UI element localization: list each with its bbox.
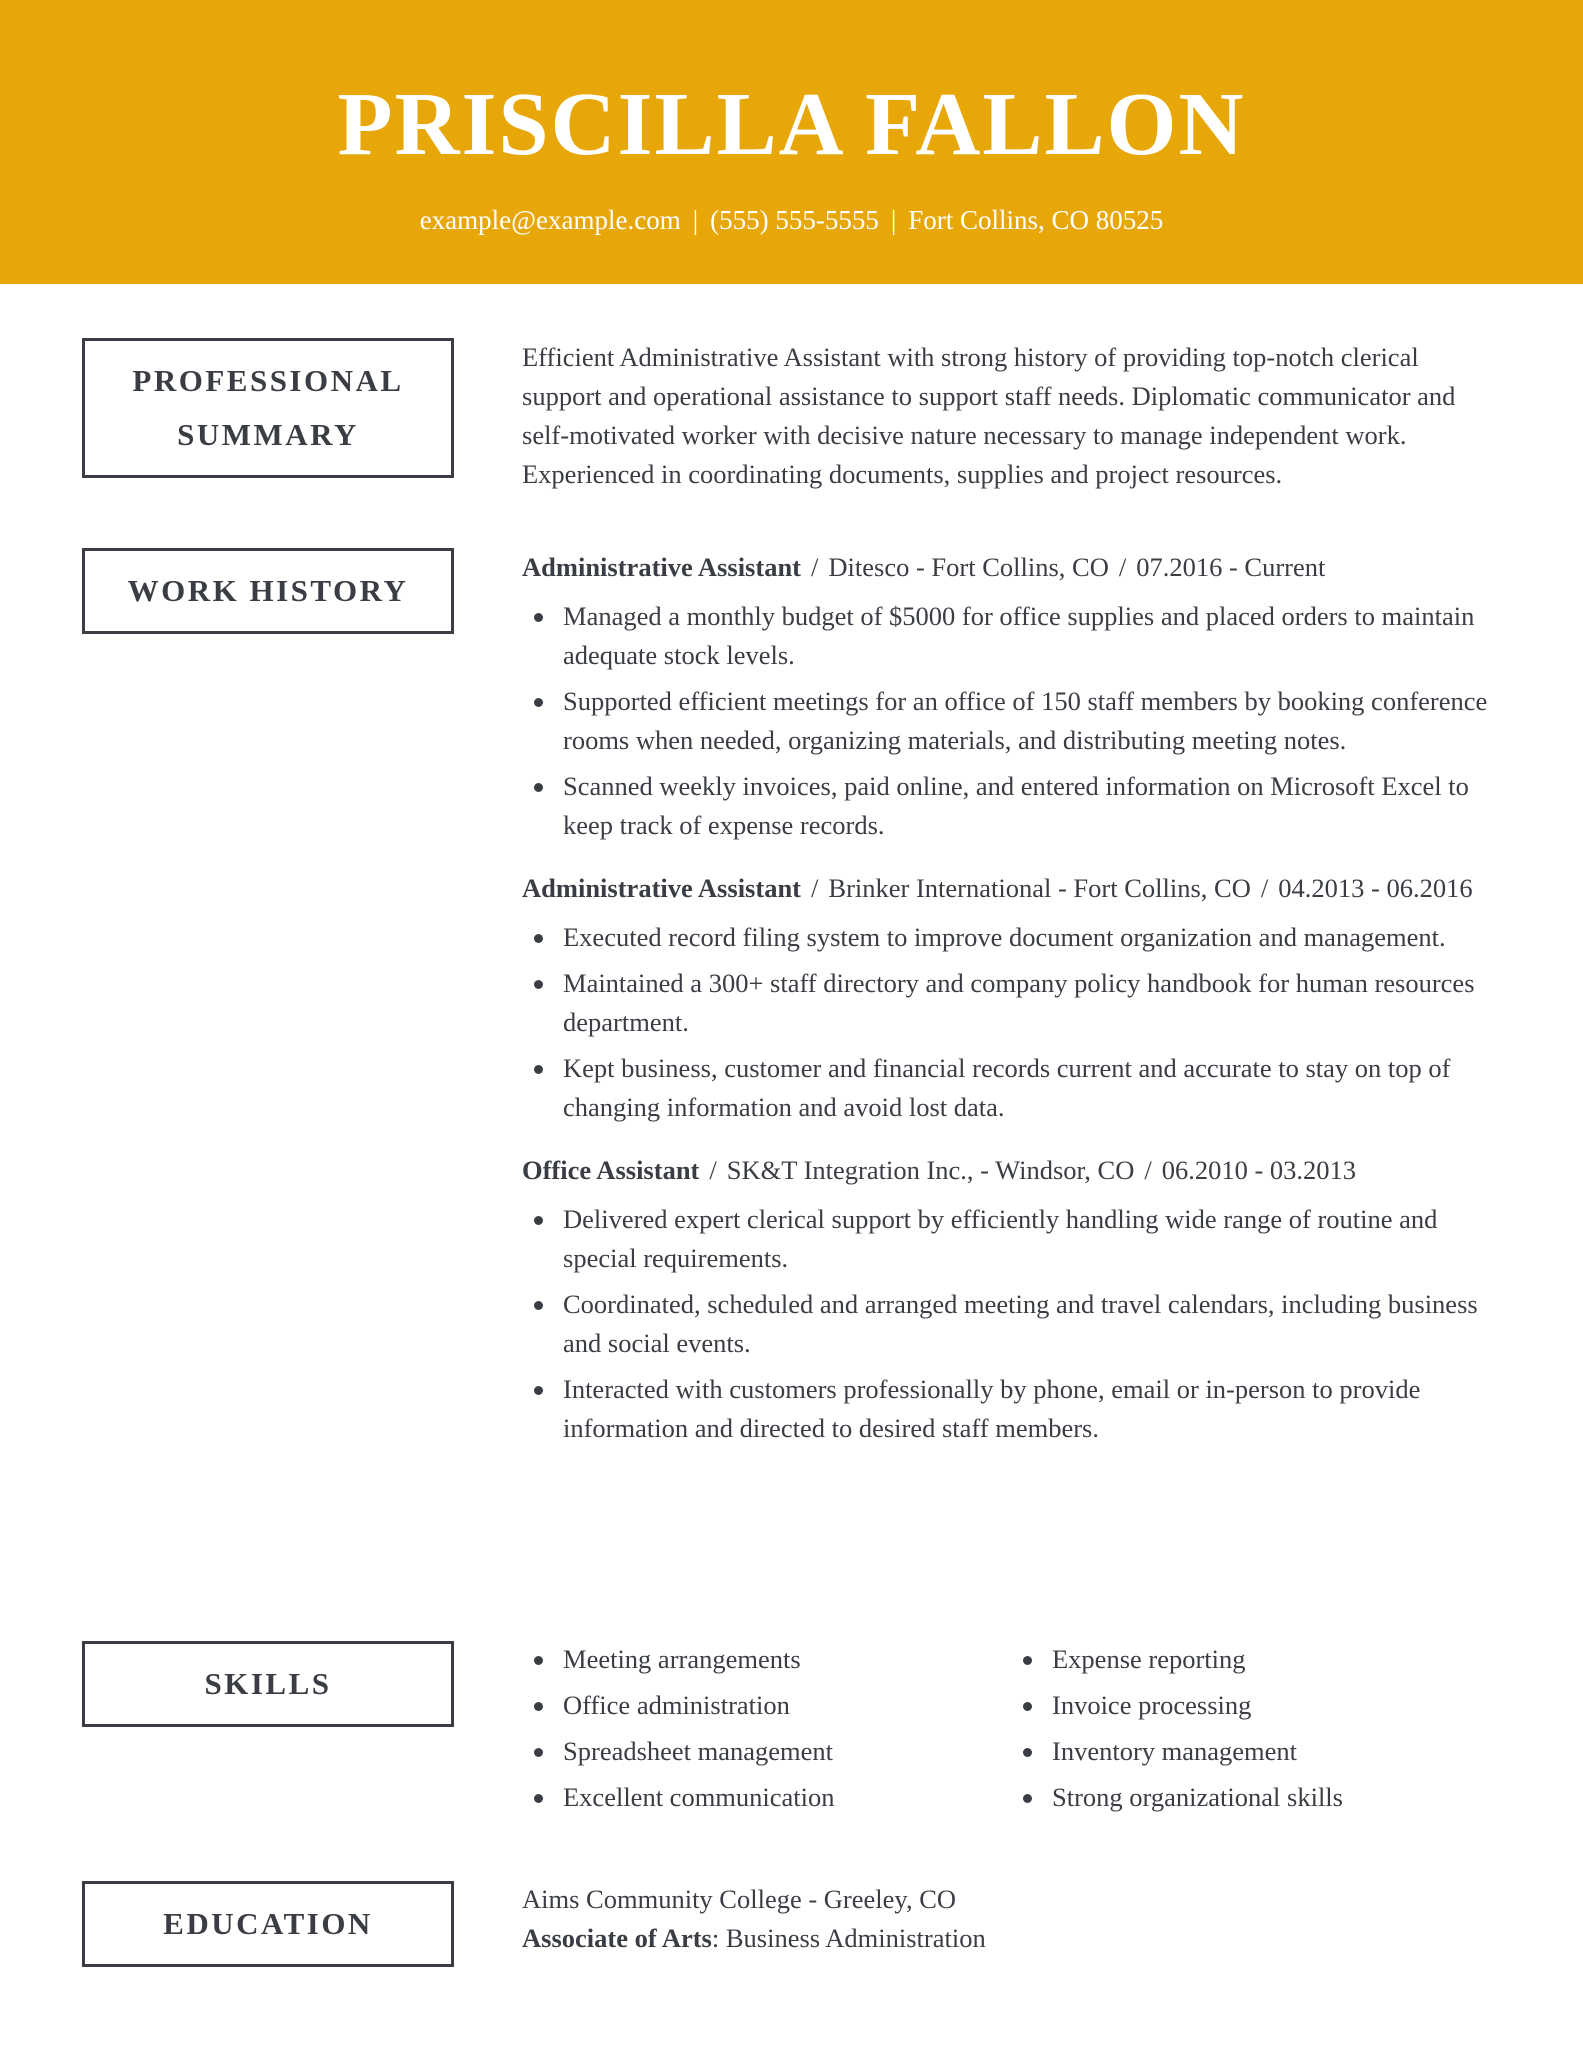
job-bullet: Delivered expert clerical support by efficiently handling wide range of routine and special requirements.: [522, 1200, 1502, 1278]
job-separator: /: [709, 1155, 717, 1185]
education-degree: Associate of Arts: [522, 1923, 712, 1953]
skills-list: [522, 1640, 1502, 1817]
education-school: Aims Community College - Greeley, CO: [522, 1884, 957, 1914]
education-degree-line: [522, 1919, 1502, 1958]
email: example@example.com: [419, 205, 681, 235]
job-dates: 04.2013 - 06.2016: [1278, 873, 1473, 903]
section-heading-summary-line2: SUMMARY: [177, 417, 359, 452]
skill-item: Expense reporting: [1011, 1640, 1500, 1679]
skill-item: Strong organizational skills: [1011, 1778, 1500, 1817]
job-bullets: [522, 1200, 1502, 1448]
job-company: SK&T Integration Inc., - Windsor, CO: [726, 1155, 1135, 1185]
job-bullet: Managed a monthly budget of $5000 for office supplies and placed orders to maintain adequate stock levels.: [522, 597, 1502, 675]
job-heading: [522, 869, 1502, 908]
phone: (555) 555-5555: [710, 205, 879, 235]
skill-item: Spreadsheet management: [522, 1732, 1011, 1771]
section-heading-education: EDUCATION: [82, 1881, 454, 1967]
job-bullets: [522, 597, 1502, 845]
job-bullet: Maintained a 300+ staff directory and company policy handbook for human resources department.: [522, 964, 1502, 1042]
job-entry: [522, 548, 1502, 845]
summary-text: Efficient Administrative Assistant with strong history of providing top-notch clerical support and operational assistance to support staff needs. Diplomatic communicator and self-motivated worker with decisive nature necessary to manage independent work. Experienced in coordinating documents, supplies and project resources.: [522, 342, 1456, 489]
section-heading-summary-line1: PROFESSIONAL: [132, 363, 404, 398]
section-heading-work-history: WORK HISTORY: [82, 548, 454, 634]
job-company: Brinker International - Fort Collins, CO: [828, 873, 1251, 903]
job-separator: /: [1144, 1155, 1152, 1185]
skill-item: Meeting arrangements: [522, 1640, 1011, 1679]
resume-header: [0, 0, 1583, 284]
skill-item: Excellent communication: [522, 1778, 1011, 1817]
job-dates: 07.2016 - Current: [1136, 552, 1326, 582]
job-separator: /: [1118, 552, 1127, 582]
skill-item: Inventory management: [1011, 1732, 1500, 1771]
job-bullet: Interacted with customers professionally by phone, email or in-person to provide information and directed to desired staff members.: [522, 1370, 1502, 1448]
location: Fort Collins, CO 80525: [908, 205, 1164, 235]
job-entry: [522, 1151, 1502, 1448]
contact-separator: |: [692, 205, 699, 235]
job-separator: /: [1260, 873, 1269, 903]
job-dates: 06.2010 - 03.2013: [1161, 1155, 1357, 1185]
contact-line: [0, 202, 1583, 238]
work-history: [522, 548, 1502, 1472]
job-bullet: Executed record filing system to improve document organization and management.: [522, 918, 1502, 957]
job-company: Ditesco - Fort Collins, CO: [828, 552, 1109, 582]
job-title: Administrative Assistant: [522, 873, 802, 903]
candidate-name: PRISCILLA FALLON: [337, 75, 1246, 174]
contact-separator: |: [890, 205, 897, 235]
job-title: Office Assistant: [522, 1155, 700, 1185]
skill-item: Invoice processing: [1011, 1686, 1500, 1725]
education-entry: [522, 1880, 1502, 1958]
job-entry: [522, 869, 1502, 1127]
job-bullet: Supported efficient meetings for an office of 150 staff members by booking conference rooms when needed, organizing materials, and distributing meeting notes.: [522, 682, 1502, 760]
job-bullet: Coordinated, scheduled and arranged meeting and travel calendars, including business and social events.: [522, 1285, 1502, 1363]
job-separator: /: [811, 873, 819, 903]
education-field: : Business Administration: [711, 1923, 986, 1953]
job-heading: [522, 1151, 1502, 1190]
job-heading: [522, 548, 1502, 587]
section-heading-summary: [82, 338, 454, 478]
skill-item: Office administration: [522, 1686, 1011, 1725]
job-separator: /: [811, 552, 819, 582]
section-heading-skills: SKILLS: [82, 1641, 454, 1727]
job-bullets: [522, 918, 1502, 1127]
job-title: Administrative Assistant: [522, 552, 802, 582]
job-bullet: Kept business, customer and financial records current and accurate to stay on top of changing information and avoid lost data.: [522, 1049, 1502, 1127]
job-bullet: Scanned weekly invoices, paid online, and entered information on Microsoft Excel to keep track of expense records.: [522, 767, 1502, 845]
